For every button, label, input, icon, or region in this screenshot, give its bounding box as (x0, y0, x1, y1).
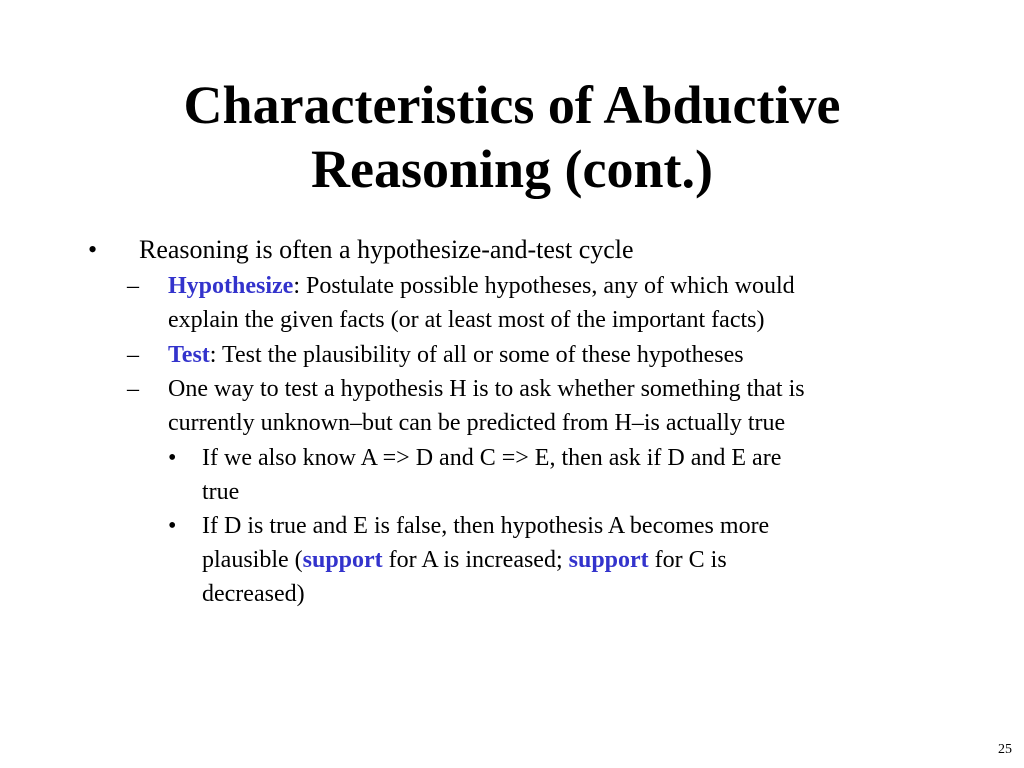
title-line-1: Characteristics of Abductive (183, 75, 841, 135)
bullet-text: Reasoning is often a hypothesize-and-test cycle (139, 235, 634, 264)
subitem-line (168, 269, 938, 303)
subsubitem-body (202, 509, 902, 611)
term-support: support (568, 547, 649, 573)
subsubitem-line: decreased) (202, 581, 305, 607)
subitem-body (168, 372, 938, 440)
page-number: 25 (998, 742, 1012, 757)
dash-marker: – (127, 273, 139, 299)
text-fragment: for A is increased; (382, 547, 569, 573)
subsubitem-line (202, 543, 902, 577)
term-support: support (302, 547, 383, 573)
subitem-body (168, 269, 938, 337)
title-line-2: Reasoning (cont.) (311, 139, 713, 199)
subitem-line: currently unknown–but can be predicted from H–is actually true (168, 410, 786, 436)
test-definition: : Test the plausibility of all or some of these hypotheses (209, 342, 744, 368)
subitem-line: One way to test a hypothesis H is to ask whether something that is (168, 376, 805, 402)
term-hypothesize: Hypothesize (168, 273, 294, 299)
sub-bullet-marker: • (168, 445, 177, 471)
sub-bullet-marker: • (168, 513, 177, 539)
subsubitem-line: If D is true and E is false, then hypothesis A becomes more (202, 513, 770, 539)
subitem-body (168, 338, 938, 372)
subsubitem-body (202, 441, 902, 509)
text-fragment: plausible ( (202, 547, 303, 573)
subitem-line (168, 338, 938, 372)
subsubitem-line: If we also know A => D and C => E, then ask if D and E are (202, 445, 782, 471)
subitem-line: explain the given facts (or at least most of the important facts) (168, 307, 765, 333)
term-test: Test (168, 342, 210, 368)
slide-title (0, 73, 1024, 201)
bullet-marker: • (88, 235, 98, 264)
dash-marker: – (127, 342, 139, 368)
dash-marker: – (127, 376, 139, 402)
subsubitem-line: true (202, 479, 240, 505)
text-fragment: for C is (648, 547, 727, 573)
hypothesize-definition: : Postulate possible hypotheses, any of which would (293, 273, 795, 299)
